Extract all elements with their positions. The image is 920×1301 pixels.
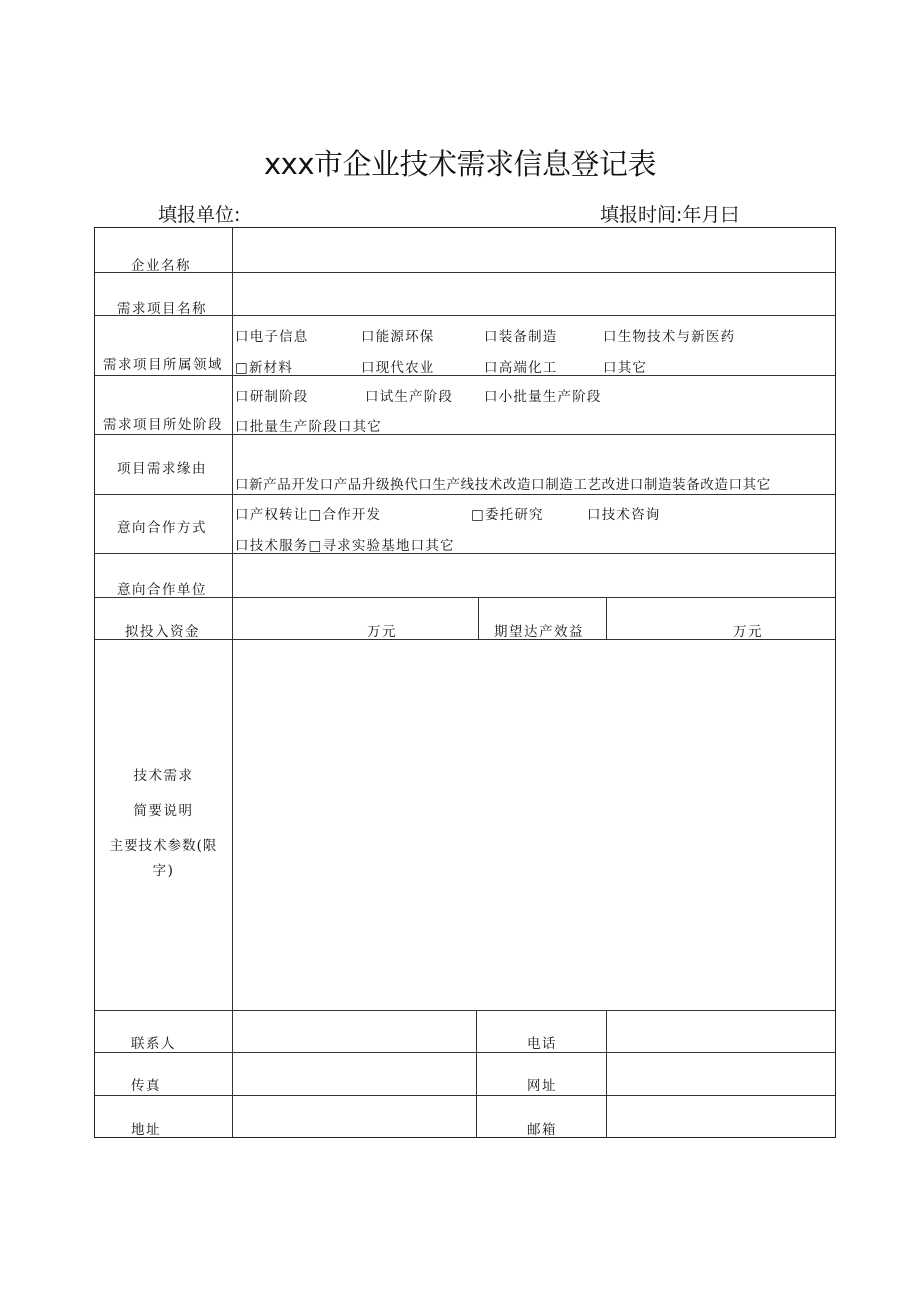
- coop-mode-option[interactable]: 口产权转让□合作开发: [235, 507, 382, 523]
- project-name-label: 需求项目名称: [117, 301, 207, 317]
- stage-option[interactable]: 口试生产阶段: [365, 389, 454, 405]
- tech-desc-line4: 字): [152, 863, 175, 879]
- benefit-unit: 万元: [733, 624, 763, 640]
- contact-divider-2: [606, 1010, 607, 1137]
- page-title: xxx市企业技术需求信息登记表: [264, 147, 656, 181]
- stage-option[interactable]: 口批量生产阶段口其它: [235, 419, 382, 435]
- expected-benefit-label: 期望达产效益: [494, 624, 584, 640]
- stage-label: 需求项目所处阶段: [103, 417, 223, 433]
- fax-label: 传真: [131, 1078, 161, 1094]
- field-option[interactable]: 口其它: [603, 360, 648, 376]
- tech-desc-line2: 简要说明: [133, 803, 194, 819]
- field-option[interactable]: □新材料: [235, 360, 294, 376]
- row-divider: [95, 272, 835, 273]
- phone-label: 电话: [527, 1036, 557, 1052]
- fill-time-label: 填报时间:年月曰: [600, 204, 740, 226]
- coop-unit-label: 意向合作单位: [117, 582, 207, 598]
- contact-divider-1: [476, 1010, 477, 1137]
- funding-divider-1: [478, 597, 479, 639]
- reason-label: 项目需求缘由: [117, 461, 207, 477]
- fill-unit-label: 填报单位:: [158, 204, 241, 226]
- row-divider: [95, 639, 835, 640]
- field-label: 需求项目所属领域: [103, 357, 223, 373]
- field-option[interactable]: 口生物技术与新医药: [603, 329, 736, 345]
- field-option[interactable]: 口能源环保: [361, 329, 435, 345]
- website-label: 网址: [527, 1078, 557, 1094]
- tech-desc-line1: 技术需求: [133, 768, 194, 784]
- field-option[interactable]: 口装备制造: [484, 329, 558, 345]
- address-label: 地址: [131, 1122, 161, 1138]
- stage-option[interactable]: 口小批量生产阶段: [484, 389, 602, 405]
- coop-mode-option[interactable]: 口技术服务□寻求实验基地口其它: [235, 538, 455, 554]
- coop-mode-option[interactable]: □委托研究: [471, 507, 544, 523]
- row-divider: [95, 1095, 835, 1096]
- coop-mode-label: 意向合作方式: [117, 520, 207, 536]
- row-divider: [95, 1052, 835, 1053]
- reason-options[interactable]: 口新产品开发口产品升级换代口生产线技术改造口制造工艺改进口制造装备改造口其它: [235, 477, 771, 493]
- contact-person-label: 联系人: [131, 1036, 176, 1052]
- email-label: 邮箱: [527, 1122, 557, 1138]
- row-divider: [95, 494, 835, 495]
- row-divider: [95, 1010, 835, 1011]
- row-divider: [95, 434, 835, 435]
- row-divider: [95, 553, 835, 554]
- field-option[interactable]: 口电子信息: [235, 329, 309, 345]
- stage-option[interactable]: 口研制阶段: [235, 389, 309, 405]
- funding-divider-2: [606, 597, 607, 639]
- coop-mode-option[interactable]: 口技术咨询: [587, 507, 661, 523]
- funding-unit: 万元: [367, 624, 397, 640]
- funding-label: 拟投入资金: [125, 624, 200, 640]
- field-option[interactable]: 口现代农业: [361, 360, 435, 376]
- company-name-label: 企业名称: [131, 258, 191, 274]
- row-divider: [95, 375, 835, 376]
- registration-form-table: [94, 227, 836, 1138]
- tech-desc-line3: 主要技术参数(限: [109, 838, 218, 854]
- label-column-divider: [232, 228, 233, 1137]
- field-option[interactable]: 口高端化工: [484, 360, 558, 376]
